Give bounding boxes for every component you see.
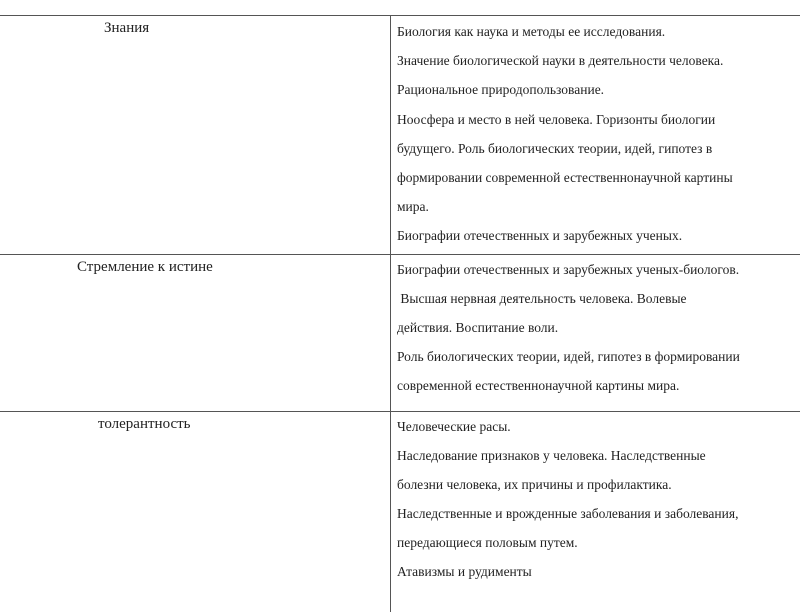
topics-cell	[391, 16, 800, 254]
topic-line: Атавизмы и рудименты	[397, 564, 532, 579]
value-label: Стремление к истине	[77, 259, 213, 275]
topic-line: Человеческие расы.	[397, 419, 511, 434]
table-row	[0, 16, 800, 255]
topic-line: будущего. Роль биологических теории, идей, гипотез в	[397, 140, 713, 156]
values-table	[0, 15, 800, 612]
topic-line: болезни человека, их причины и профилактика.	[397, 477, 672, 492]
value-label: Знания	[104, 20, 150, 36]
topic-line: действия. Воспитание воли.	[397, 320, 559, 335]
value-cell	[0, 16, 391, 254]
topics-cell	[391, 255, 800, 411]
topic-line: Биология как наука и методы ее исследования.	[397, 24, 666, 39]
topic-line: Высшая нервная деятельность человека. Волевые	[397, 291, 687, 306]
topic-line: формировании современной естественнонаучной картины	[397, 170, 733, 186]
topic-line: Значение биологической науки в деятельности человека.	[397, 53, 724, 69]
topics-cell	[391, 412, 800, 612]
value-label: толерантность	[98, 416, 191, 432]
topic-line: современной естественнонаучной картины мира.	[397, 378, 680, 393]
topic-line: передающиеся половым путем.	[397, 535, 578, 550]
topic-line: мира.	[397, 199, 429, 215]
value-cell	[0, 255, 391, 411]
topic-line: Наследственные и врожденные заболевания и заболевания,	[397, 506, 739, 521]
topic-line: Биографии отечественных и зарубежных ученых.	[397, 228, 683, 244]
value-cell	[0, 412, 391, 612]
table-row	[0, 255, 800, 412]
topic-line: Роль биологических теории, идей, гипотез в формировании	[397, 349, 740, 364]
table-row	[0, 412, 800, 612]
topic-line: Наследование признаков у человека. Наследственные	[397, 448, 706, 463]
topic-line: Ноосфера и место в ней человека. Горизонты биологии	[397, 111, 716, 127]
topic-line: Рациональное природопользование.	[397, 82, 605, 98]
topic-line: Биографии отечественных и зарубежных ученых-биологов.	[397, 262, 740, 277]
